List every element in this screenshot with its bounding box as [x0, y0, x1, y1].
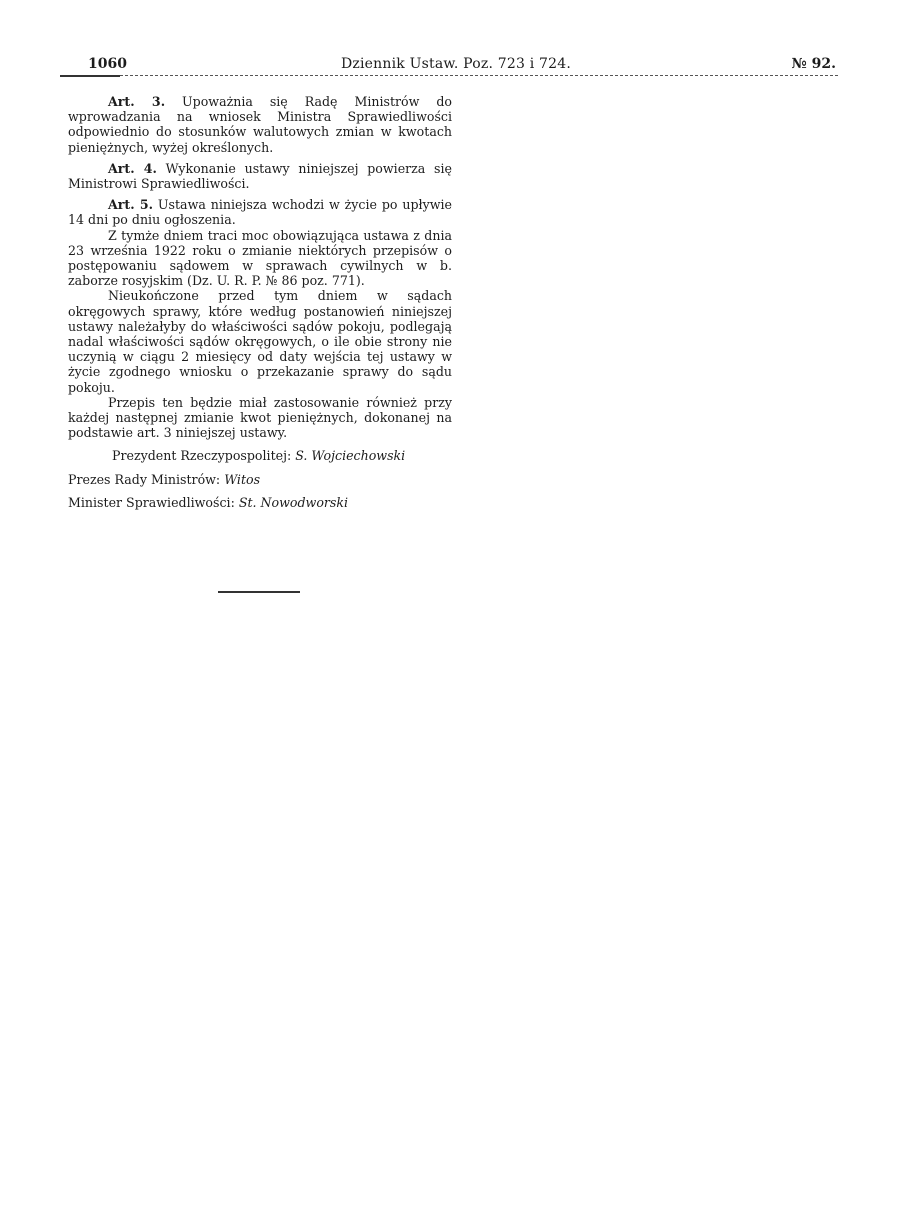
article-text: Wykonanie ustawy niniejszej powierza się Ministrowi Sprawiedliwości.: [68, 160, 453, 192]
document-body: [68, 94, 452, 510]
article-3: [68, 94, 452, 155]
page-number: 1060: [88, 56, 127, 72]
article-text: Ustawa niniejsza wchodzi w życie po upływie 14 dni po dniu ogłoszenia.: [68, 197, 452, 228]
article-4: [68, 161, 452, 191]
signature-minister-justice: [68, 495, 452, 510]
signature-name: S. Wojciechowski: [295, 448, 406, 464]
signature-title: Prezydent Rzeczypospolitej:: [112, 448, 292, 464]
paragraph-transition: Nieukończone przed tym dniem w sądach okręgowych sprawy, które według postanowień niniejszej ustawy należałyby do właściwości sądów pokoju, podlegają nadal właściwości sądów okręgowych, o ile obie strony nie uczynią w ciągu 2 miesięcy od daty wejścia tej ustawy w życie zgodnego wniosku o przekazanie sprawy do sądu pokoju.: [68, 288, 452, 395]
paragraph-repeal: Z tymże dniem traci moc obowiązująca ustawa z dnia 23 września 1922 roku o zmianie niektórych przepisów o postępowaniu sądowem w sprawach cywilnych w b. zaborze rosyjskim (Dz. U. R. P. № 86 poz. 771).: [68, 227, 452, 289]
article-label: Art. 5.: [108, 197, 154, 213]
signature-prime-minister: [68, 472, 452, 487]
header-divider-accent: [60, 75, 120, 77]
signature-title: Prezes Rady Ministrów:: [68, 471, 221, 487]
article-label: Art. 4.: [108, 160, 157, 176]
article-5: [68, 197, 452, 227]
journal-title: Dziennik Ustaw. Poz. 723 i 724.: [341, 56, 572, 72]
article-text: Upoważnia się Radę Ministrów do wprowadzania na wniosek Ministra Sprawiedliwości odpowiednio do stosunków walutowych zmian w kwotach pieniężnych, wyżej określonych.: [68, 94, 452, 155]
signature-president: [68, 448, 452, 463]
signature-name: St. Nowodworski: [238, 494, 349, 510]
signature-title: Minister Sprawiedliwości:: [68, 494, 235, 510]
header-divider: [60, 75, 838, 76]
page-header: [60, 52, 838, 76]
end-divider: [218, 591, 300, 593]
signature-name: Witos: [224, 471, 261, 487]
paragraph-application: Przepis ten będzie miał zastosowanie również przy każdej następnej zmianie kwot pieniężnych, dokonanej na podstawie art. 3 niniejszej ustawy.: [68, 394, 452, 441]
article-label: Art. 3.: [108, 94, 166, 109]
issue-number: № 92.: [791, 56, 836, 72]
